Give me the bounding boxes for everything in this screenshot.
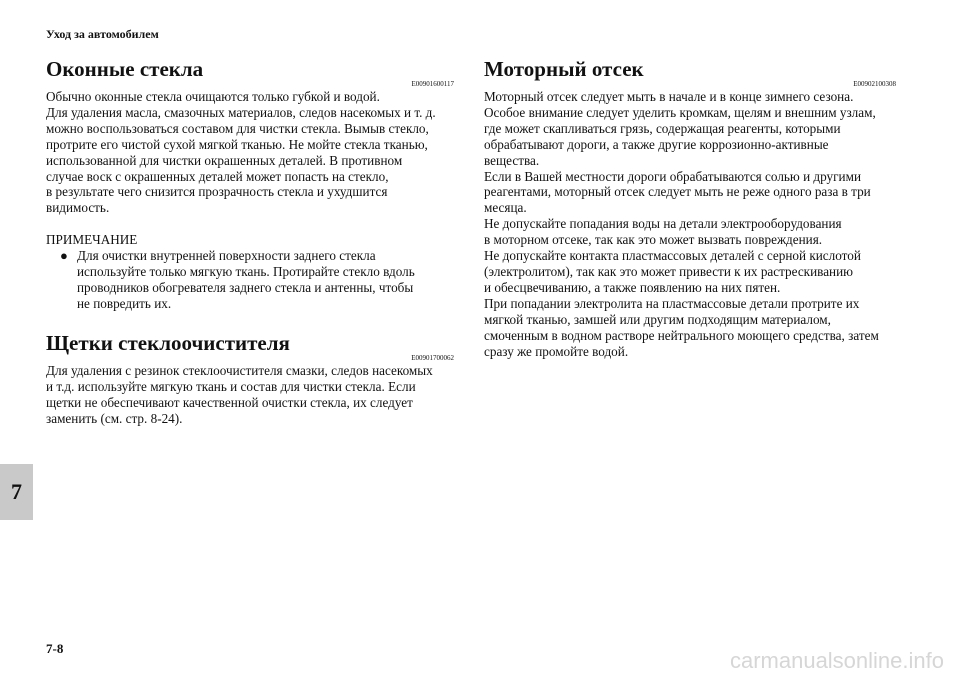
paragraph-line: в результате чего снизится прозрачность стекла и ухудшится	[46, 184, 388, 200]
paragraph-line: в моторном отсеке, так как это может вызвать повреждения.	[484, 232, 823, 248]
paragraph-line: и т.д. используйте мягкую ткань и состав для чистки стекла. Если	[46, 378, 416, 394]
note-line: Для очистки внутренней поверхности заднего стекла	[77, 248, 376, 264]
chapter-tab: 7	[0, 464, 33, 520]
paragraph-line: смоченным в водном растворе нейтрального моющего средства, затем	[484, 327, 879, 343]
paragraph-line: Для удаления масла, смазочных материалов, следов насекомых и т. д.	[46, 104, 436, 120]
page-number: 7-8	[46, 641, 64, 656]
section-code-wipers: E00901700062	[411, 353, 454, 362]
paragraph-line: сразу же промойте водой.	[484, 343, 629, 359]
note-title: ПРИМЕЧАНИЕ	[46, 232, 138, 248]
paragraph-line: Моторный отсек следует мыть в начале и в конце зимнего сезона.	[484, 89, 854, 104]
section-title-windows: Оконные стекла	[46, 57, 204, 81]
note-line: проводников обогревателя заднего стекла и антенны, чтобы	[77, 279, 414, 295]
paragraph-line: Особое внимание следует уделить кромкам, щелям и внешним узлам,	[484, 104, 876, 120]
paragraph-line: обрабатывают дороги, а также другие коррозионно-активные	[484, 136, 829, 152]
section-title-engine: Моторный отсек	[484, 57, 644, 81]
paragraph-line: Не допускайте контакта пластмассовых деталей с серной кислотой	[484, 248, 861, 264]
left-column	[46, 58, 454, 426]
section-title-wipers: Щетки стеклоочистителя	[46, 330, 290, 355]
paragraph-line: заменить (см. стр. 8-24).	[46, 410, 183, 426]
section-body-engine	[484, 89, 896, 359]
paragraph-line: месяца.	[484, 200, 527, 216]
paragraph-line: мягкой тканью, замшей или другим подходящим материалом,	[484, 311, 831, 327]
right-column	[484, 58, 896, 359]
paragraph-line: видимость.	[46, 200, 110, 216]
paragraph-line: протрите его чистой сухой мягкой тканью. Не мойте стекла тканью,	[46, 136, 428, 152]
paragraph-line: можно воспользоваться составом для чистки стекла. Вымыв стекло,	[46, 120, 429, 136]
section-code-engine: E00902100308	[853, 80, 896, 88]
paragraph-line: Если в Вашей местности дороги обрабатываются солью и другими	[484, 168, 862, 184]
paragraph-line: Не допускайте попадания воды на детали электрооборудования	[484, 216, 842, 232]
bullet-icon: ●	[60, 248, 68, 264]
note-item	[46, 248, 454, 312]
paragraph-line: (электролитом), так как это может привести к их растрескиванию	[484, 263, 854, 279]
section-code-windows: E00901600117	[411, 80, 454, 88]
paragraph-line: При попадании электролита на пластмассовые детали протрите их	[484, 295, 860, 311]
paragraph-line: Для удаления с резинок стеклоочистителя смазки, следов насекомых	[46, 362, 433, 378]
paragraph-line: где может скапливаться грязь, содержащая реагенты, которыми	[484, 120, 841, 136]
note-line: не повредить их.	[77, 295, 172, 311]
section-wipers	[46, 332, 454, 427]
running-header: Уход за автомобилем	[46, 27, 159, 41]
paragraph-line: использованной для чистки окрашенных деталей. В противном	[46, 152, 403, 168]
paragraph-line: вещества.	[484, 152, 540, 168]
paragraph-line: случае воск с окрашенных деталей может попасть на стекло,	[46, 168, 389, 184]
section-body-windows	[46, 89, 454, 216]
note-line: используйте только мягкую ткань. Протирайте стекло вдоль	[77, 264, 415, 280]
paragraph-line: реагентами, моторный отсек следует мыть не реже одного раза в три	[484, 184, 871, 200]
paragraph-line: Обычно оконные стекла очищаются только губкой и водой.	[46, 89, 380, 104]
watermark: carmanualsonline.info	[729, 648, 944, 673]
paragraph-line: и обесцвечиванию, а также появлению на них пятен.	[484, 279, 781, 295]
paragraph-line: щетки не обеспечивают качественной очистки стекла, их следует	[46, 394, 413, 410]
